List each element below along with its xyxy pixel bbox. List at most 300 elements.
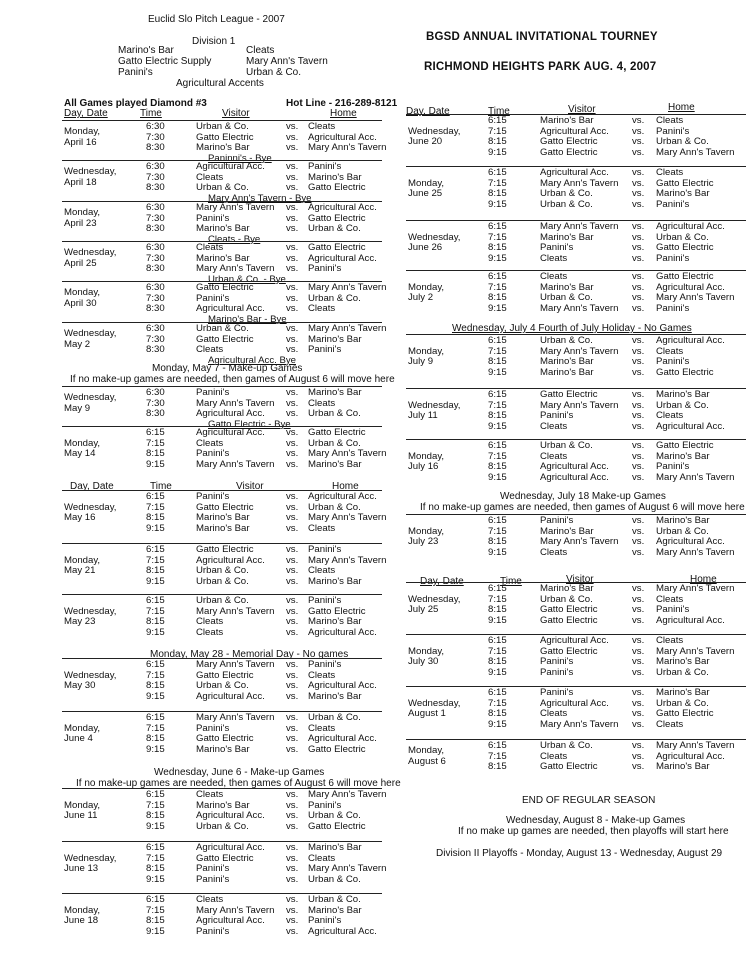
home-team: Panini's	[656, 302, 690, 314]
bye-note: Gatto Electric - Bye	[208, 418, 291, 430]
vs-label: vs.	[632, 399, 645, 411]
home-team: Cleats	[308, 121, 336, 132]
game-day: May 16	[64, 512, 96, 524]
vs-label: vs.	[286, 722, 299, 734]
visitor-team: Panini's	[540, 656, 574, 668]
home-team: Agricultural Acc.	[656, 221, 725, 232]
home-team: Agricultural Acc.	[656, 335, 725, 346]
hotline-label: Hot Line - 216-289-8121	[286, 98, 398, 109]
home-team: Agricultural Acc.	[308, 252, 377, 264]
game-time: 8:15	[146, 863, 165, 875]
vs-label: vs.	[632, 697, 645, 709]
game-day: Wednesday,	[64, 501, 117, 513]
game-time: 8:15	[488, 242, 507, 254]
visitor-team: Panini's	[196, 925, 230, 937]
notice-june6: Wednesday, June 6 - Make-up Games	[154, 767, 325, 778]
home-team: Panini's	[308, 263, 342, 275]
visitor-team: Agricultural Acc.	[540, 461, 609, 473]
home-team: Urban & Co.	[656, 136, 709, 148]
vs-label: vs.	[286, 263, 299, 275]
game-time: 9:15	[146, 820, 165, 832]
visitor-team: Cleats	[540, 708, 568, 720]
vs-label: vs.	[632, 335, 645, 346]
game-day: May 9	[64, 402, 91, 414]
home-team: Agricultural Acc.	[656, 750, 725, 762]
game-time: 8:15	[488, 708, 507, 720]
game-day: April 30	[64, 297, 97, 309]
home-team: Urban & Co.	[656, 525, 709, 537]
visitor-team: Gatto Electric	[196, 852, 254, 864]
bye-note: Mary Ann's Tavern - Bye	[208, 192, 312, 204]
visitor-team: Marino's Bar	[540, 525, 594, 537]
game-day: Wednesday,	[64, 166, 117, 178]
game-time: 8:15	[146, 915, 165, 927]
game-day: Wednesday,	[64, 852, 117, 864]
col-time: Time	[150, 481, 172, 492]
notice-playoffs-note: If no make up games are needed, then playoffs will start here	[458, 826, 729, 837]
col-day-date: Day, Date	[406, 106, 450, 117]
home-team: Mary Ann's Tavern	[308, 142, 387, 154]
game-time: 6:15	[488, 635, 507, 646]
game-time: 6:30	[146, 242, 165, 253]
game-day: Monday,	[408, 450, 445, 462]
visitor-team: Agricultural Acc.	[196, 842, 265, 853]
vs-label: vs.	[632, 252, 645, 264]
team-name: Panini's	[118, 67, 153, 78]
vs-label: vs.	[286, 333, 299, 345]
game-time: 7:15	[488, 697, 507, 709]
visitor-team: Agricultural Acc.	[196, 690, 265, 702]
home-team: Agricultural Acc.	[308, 626, 377, 638]
visitor-team: Gatto Electric	[540, 136, 598, 148]
vs-label: vs.	[286, 161, 299, 172]
home-team: Marino's Bar	[656, 450, 710, 462]
game-time: 8:15	[146, 616, 165, 628]
visitor-team: Marino's Bar	[196, 142, 250, 154]
vs-label: vs.	[286, 212, 299, 224]
game-day: July 23	[408, 536, 439, 548]
game-time: 6:15	[146, 544, 165, 555]
visitor-team: Gatto Electric	[196, 669, 254, 681]
visitor-team: Panini's	[196, 722, 230, 734]
home-team: Panini's	[656, 125, 690, 137]
vs-label: vs.	[286, 501, 299, 513]
bye-note: Urban & Co. - Bye	[208, 273, 286, 285]
vs-label: vs.	[632, 656, 645, 668]
vs-label: vs.	[286, 659, 299, 670]
visitor-team: Panini's	[540, 515, 574, 526]
home-team: Agricultural Acc.	[656, 420, 725, 432]
vs-label: vs.	[286, 121, 299, 132]
visitor-team: Cleats	[540, 546, 568, 558]
home-team: Marino's Bar	[308, 690, 362, 702]
col-day-date: Day, Date	[70, 481, 114, 492]
game-time: 9:15	[488, 666, 507, 678]
game-time: 9:15	[488, 718, 507, 730]
home-team: Marino's Bar	[308, 387, 362, 398]
game-day: Monday,	[64, 437, 101, 449]
game-day: Wednesday,	[408, 593, 461, 605]
home-team: Panini's	[656, 461, 690, 473]
game-time: 7:15	[488, 231, 507, 243]
game-time: 8:15	[488, 356, 507, 368]
vs-label: vs.	[286, 408, 299, 420]
vs-label: vs.	[286, 852, 299, 864]
vs-label: vs.	[286, 387, 299, 398]
visitor-team: Marino's Bar	[540, 583, 594, 594]
home-team: Gatto Electric	[656, 271, 714, 282]
visitor-team: Marino's Bar	[540, 231, 594, 243]
game-time: 8:30	[146, 344, 165, 356]
home-team: Panini's	[308, 595, 342, 606]
home-team: Cleats	[656, 635, 684, 646]
visitor-team: Mary Ann's Tavern	[196, 605, 275, 617]
visitor-team: Mary Ann's Tavern	[196, 263, 275, 275]
home-team: Mary Ann's Tavern	[308, 554, 387, 566]
home-team: Urban & Co.	[308, 408, 361, 420]
game-day: May 23	[64, 616, 96, 628]
home-team: Mary Ann's Tavern	[656, 583, 735, 594]
game-time: 6:15	[146, 595, 165, 606]
game-time: 7:15	[146, 437, 165, 449]
visitor-team: Marino's Bar	[540, 366, 594, 378]
col-visitor: Visitor	[566, 574, 594, 585]
vs-label: vs.	[632, 471, 645, 483]
game-time: 8:30	[146, 182, 165, 194]
vs-label: vs.	[286, 616, 299, 628]
game-time: 9:15	[488, 146, 507, 158]
vs-label: vs.	[632, 115, 645, 126]
home-team: Cleats	[308, 397, 336, 409]
game-day: Monday,	[64, 126, 101, 138]
game-time: 7:15	[488, 450, 507, 462]
game-time: 6:15	[488, 335, 507, 346]
vs-label: vs.	[632, 583, 645, 594]
visitor-team: Panini's	[196, 387, 230, 398]
visitor-team: Agricultural Acc.	[196, 810, 265, 822]
home-team: Marino's Bar	[656, 761, 710, 773]
home-team: Gatto Electric	[308, 743, 366, 755]
home-team: Cleats	[656, 345, 684, 357]
game-time: 7:30	[146, 397, 165, 409]
game-time: 9:15	[146, 743, 165, 755]
notice-memorial: Monday, May 28 - Memorial Day - No games	[150, 649, 349, 660]
vs-label: vs.	[286, 554, 299, 566]
game-time: 6:15	[488, 271, 507, 282]
game-time: 9:15	[488, 198, 507, 210]
home-team: Marino's Bar	[308, 842, 362, 853]
visitor-team: Panini's	[540, 687, 574, 698]
home-team: Agricultural Acc.	[308, 680, 377, 692]
game-time: 8:15	[488, 604, 507, 616]
vs-label: vs.	[632, 198, 645, 210]
game-time: 7:15	[488, 125, 507, 137]
vs-label: vs.	[632, 356, 645, 368]
game-time: 6:15	[488, 115, 507, 126]
game-time: 6:15	[488, 583, 507, 594]
vs-label: vs.	[286, 925, 299, 937]
home-team: Mary Ann's Tavern	[656, 645, 735, 657]
game-day: June 18	[64, 915, 99, 927]
vs-label: vs.	[632, 525, 645, 537]
vs-label: vs.	[286, 427, 299, 438]
game-time: 6:15	[146, 842, 165, 853]
game-time: 8:15	[146, 680, 165, 692]
game-time: 7:15	[488, 645, 507, 657]
visitor-team: Marino's Bar	[196, 522, 250, 534]
home-team: Agricultural Acc.	[308, 925, 377, 937]
home-team: Cleats	[656, 718, 684, 730]
vs-label: vs.	[632, 177, 645, 189]
game-time: 6:15	[146, 427, 165, 438]
home-team: Urban & Co.	[308, 501, 361, 513]
vs-label: vs.	[286, 904, 299, 916]
notice-aug8: Wednesday, August 8 - Make-up Games	[506, 815, 686, 826]
vs-label: vs.	[632, 281, 645, 293]
game-time: 8:15	[488, 410, 507, 422]
home-team: Marino's Bar	[308, 333, 362, 345]
vs-label: vs.	[286, 448, 299, 460]
home-team: Mary Ann's Tavern	[308, 789, 387, 800]
vs-label: vs.	[286, 595, 299, 606]
home-team: Mary Ann's Tavern	[656, 740, 735, 751]
visitor-team: Agricultural Acc.	[196, 915, 265, 927]
game-time: 6:30	[146, 282, 165, 293]
visitor-team: Agricultural Acc.	[196, 303, 265, 315]
all-games-label: All Games played Diamond #3	[64, 98, 207, 109]
game-time: 6:15	[146, 894, 165, 905]
visitor-team: Agricultural Acc.	[196, 554, 265, 566]
vs-label: vs.	[632, 687, 645, 698]
visitor-team: Gatto Electric	[540, 389, 598, 400]
vs-label: vs.	[632, 536, 645, 548]
col-time: Time	[488, 106, 510, 117]
team-name: Cleats	[246, 45, 275, 56]
game-day: Wednesday,	[64, 328, 117, 340]
vs-label: vs.	[286, 131, 299, 143]
game-day: Monday,	[64, 722, 101, 734]
home-team: Mary Ann's Tavern	[656, 292, 735, 304]
game-time: 6:15	[488, 515, 507, 526]
visitor-team: Panini's	[540, 666, 574, 678]
bye-note: Paninni's - Bye	[208, 152, 272, 164]
game-time: 7:30	[146, 333, 165, 345]
visitor-team: Cleats	[196, 171, 224, 183]
game-time: 9:15	[146, 458, 165, 470]
vs-label: vs.	[286, 223, 299, 235]
notice-end: END OF REGULAR SEASON	[522, 795, 656, 806]
vs-label: vs.	[286, 863, 299, 875]
vs-label: vs.	[286, 344, 299, 356]
home-team: Marino's Bar	[308, 616, 362, 628]
home-team: Panini's	[656, 604, 690, 616]
home-team: Gatto Electric	[656, 440, 714, 451]
home-team: Urban & Co.	[308, 894, 361, 905]
tourney-title: BGSD ANNUAL INVITATIONAL TOURNEY	[426, 31, 658, 43]
visitor-team: Agricultural Acc.	[540, 167, 609, 178]
home-team: Panini's	[656, 356, 690, 368]
vs-label: vs.	[632, 546, 645, 558]
visitor-team: Marino's Bar	[196, 743, 250, 755]
visitor-team: Panini's	[540, 242, 574, 254]
game-time: 9:15	[488, 614, 507, 626]
game-time: 9:15	[488, 366, 507, 378]
visitor-team: Urban & Co.	[540, 188, 593, 200]
bye-note: Cleats - Bye	[208, 233, 261, 245]
vs-label: vs.	[286, 733, 299, 745]
home-team: Agricultural Acc.	[308, 202, 377, 213]
vs-label: vs.	[632, 750, 645, 762]
vs-label: vs.	[286, 810, 299, 822]
visitor-team: Gatto Electric	[540, 645, 598, 657]
vs-label: vs.	[632, 440, 645, 451]
game-day: Wednesday,	[408, 231, 461, 243]
visitor-team: Mary Ann's Tavern	[196, 659, 275, 670]
game-time: 9:15	[146, 873, 165, 885]
game-day: April 23	[64, 217, 97, 229]
vs-label: vs.	[286, 458, 299, 470]
notice-makeup: If no make-up games are needed, then games of August 6 will move here	[420, 502, 745, 513]
game-time: 9:15	[488, 252, 507, 264]
vs-label: vs.	[286, 690, 299, 702]
game-time: 8:15	[488, 461, 507, 473]
vs-label: vs.	[286, 491, 299, 502]
visitor-team: Cleats	[196, 789, 224, 800]
game-time: 6:30	[146, 121, 165, 132]
game-time: 7:15	[488, 593, 507, 605]
vs-label: vs.	[632, 666, 645, 678]
game-time: 6:15	[146, 491, 165, 502]
home-team: Panini's	[656, 198, 690, 210]
game-day: August 6	[408, 755, 446, 767]
home-team: Agricultural Acc.	[308, 733, 377, 745]
game-time: 6:15	[488, 687, 507, 698]
game-day: Monday,	[408, 281, 445, 293]
home-team: Urban & Co.	[308, 437, 361, 449]
visitor-team: Gatto Electric	[196, 282, 254, 293]
vs-label: vs.	[632, 292, 645, 304]
home-team: Cleats	[656, 167, 684, 178]
game-day: July 9	[408, 356, 434, 368]
visitor-team: Mary Ann's Tavern	[540, 302, 619, 314]
vs-label: vs.	[632, 740, 645, 751]
game-day: Monday,	[408, 745, 445, 757]
game-day: July 30	[408, 656, 439, 668]
home-team: Mary Ann's Tavern	[656, 546, 735, 558]
visitor-team: Urban & Co.	[196, 575, 249, 587]
visitor-team: Mary Ann's Tavern	[540, 221, 619, 232]
visitor-team: Cleats	[196, 626, 224, 638]
game-day: April 25	[64, 257, 97, 269]
vs-label: vs.	[632, 345, 645, 357]
visitor-team: Panini's	[196, 873, 230, 885]
game-day: Wednesday,	[64, 669, 117, 681]
home-team: Urban & Co.	[308, 712, 361, 723]
visitor-team: Gatto Electric	[196, 544, 254, 555]
home-team: Agricultural Acc.	[308, 491, 377, 502]
home-team: Mary Ann's Tavern	[656, 146, 735, 158]
game-time: 7:15	[146, 501, 165, 513]
vs-label: vs.	[632, 614, 645, 626]
visitor-team: Mary Ann's Tavern	[196, 904, 275, 916]
game-time: 8:15	[488, 136, 507, 148]
game-time: 9:15	[488, 546, 507, 558]
home-team: Panini's	[308, 544, 342, 555]
home-team: Mary Ann's Tavern	[308, 323, 387, 334]
game-time: 7:15	[488, 281, 507, 293]
visitor-team: Urban & Co.	[540, 198, 593, 210]
vs-label: vs.	[286, 712, 299, 723]
visitor-team: Mary Ann's Tavern	[540, 399, 619, 411]
home-team: Urban & Co.	[656, 231, 709, 243]
visitor-team: Marino's Bar	[196, 223, 250, 235]
home-team: Panini's	[308, 659, 342, 670]
home-team: Cleats	[656, 115, 684, 126]
game-time: 7:15	[146, 852, 165, 864]
visitor-team: Mary Ann's Tavern	[196, 712, 275, 723]
visitor-team: Gatto Electric	[196, 333, 254, 345]
visitor-team: Gatto Electric	[540, 146, 598, 158]
home-team: Urban & Co.	[308, 223, 361, 235]
visitor-team: Cleats	[540, 271, 568, 282]
vs-label: vs.	[286, 680, 299, 692]
game-time: 6:15	[488, 389, 507, 400]
vs-label: vs.	[632, 593, 645, 605]
game-time: 8:15	[146, 565, 165, 577]
visitor-team: Gatto Electric	[196, 501, 254, 513]
game-day: Wednesday,	[408, 697, 461, 709]
home-team: Cleats	[308, 852, 336, 864]
visitor-team: Mary Ann's Tavern	[540, 718, 619, 730]
col-visitor: Visitor	[568, 104, 596, 115]
home-team: Marino's Bar	[308, 904, 362, 916]
notice-makeup: If no make-up games are needed, then games of August 6 will move here	[76, 778, 401, 789]
visitor-team: Urban & Co.	[196, 595, 249, 606]
team-name: Agricultural Accents	[176, 78, 264, 89]
game-time: 8:30	[146, 142, 165, 154]
col-home: Home	[690, 574, 717, 585]
game-time: 7:15	[146, 799, 165, 811]
vs-label: vs.	[632, 125, 645, 137]
visitor-team: Cleats	[196, 437, 224, 449]
game-time: 6:30	[146, 161, 165, 172]
home-team: Gatto Electric	[308, 427, 366, 438]
game-time: 7:15	[488, 750, 507, 762]
game-time: 6:30	[146, 323, 165, 334]
game-day: July 11	[408, 410, 438, 422]
vs-label: vs.	[286, 894, 299, 905]
visitor-team: Urban & Co.	[196, 121, 249, 132]
vs-label: vs.	[286, 605, 299, 617]
game-day: June 26	[408, 242, 443, 254]
game-time: 6:15	[488, 167, 507, 178]
vs-label: vs.	[632, 515, 645, 526]
home-team: Marino's Bar	[656, 188, 710, 200]
game-time: 9:15	[488, 420, 507, 432]
visitor-team: Gatto Electric	[540, 761, 598, 773]
home-team: Marino's Bar	[308, 458, 362, 470]
visitor-team: Urban & Co.	[196, 182, 249, 194]
home-team: Cleats	[308, 522, 336, 534]
home-team: Gatto Electric	[308, 820, 366, 832]
game-day: May 21	[64, 565, 96, 577]
game-time: 9:15	[146, 690, 165, 702]
vs-label: vs.	[286, 512, 299, 524]
vs-label: vs.	[632, 461, 645, 473]
visitor-team: Urban & Co.	[196, 565, 249, 577]
home-team: Marino's Bar	[308, 575, 362, 587]
game-day: Monday,	[408, 525, 445, 537]
